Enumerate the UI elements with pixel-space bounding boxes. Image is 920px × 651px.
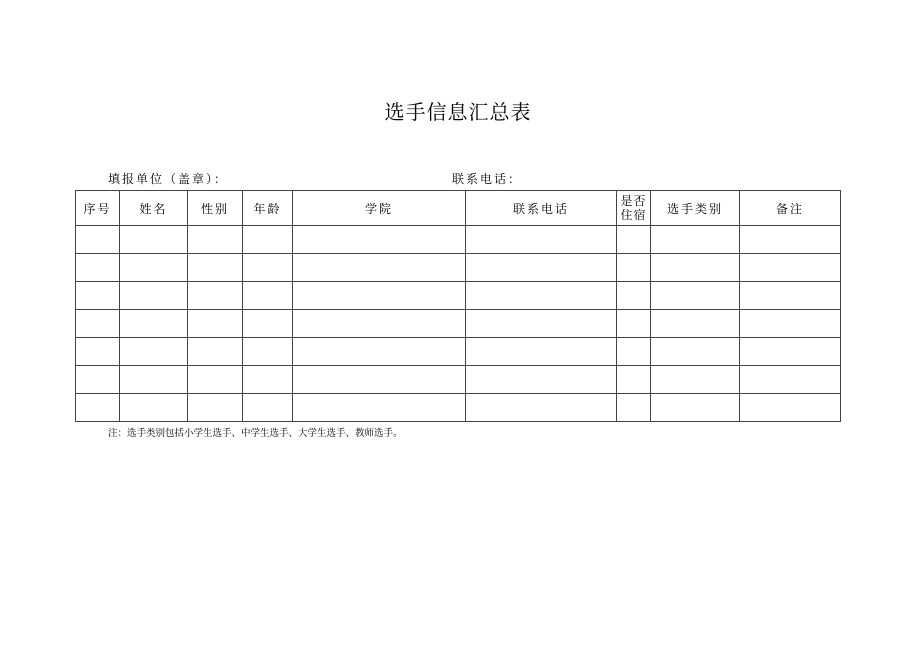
cell-age[interactable] xyxy=(243,394,293,422)
cell-category[interactable] xyxy=(651,226,740,254)
cell-gender[interactable] xyxy=(188,366,243,394)
cell-gender[interactable] xyxy=(188,310,243,338)
cell-gender[interactable] xyxy=(188,338,243,366)
header-phone: 联系电话 xyxy=(466,191,617,226)
cell-phone[interactable] xyxy=(466,282,617,310)
cell-name[interactable] xyxy=(120,366,188,394)
cell-age[interactable] xyxy=(243,226,293,254)
header-lodging xyxy=(617,191,651,226)
header-lodging-line-2: 住宿 xyxy=(620,208,647,222)
cell-college[interactable] xyxy=(293,310,466,338)
header-index: 序号 xyxy=(76,191,120,226)
cell-phone[interactable] xyxy=(466,394,617,422)
cell-index[interactable] xyxy=(76,394,120,422)
cell-index[interactable] xyxy=(76,282,120,310)
table-row xyxy=(76,226,841,254)
cell-college[interactable] xyxy=(293,254,466,282)
cell-phone[interactable] xyxy=(466,366,617,394)
cell-gender[interactable] xyxy=(188,282,243,310)
table-row xyxy=(76,310,841,338)
cell-phone[interactable] xyxy=(466,226,617,254)
cell-index[interactable] xyxy=(76,338,120,366)
cell-category[interactable] xyxy=(651,366,740,394)
cell-age[interactable] xyxy=(243,282,293,310)
cell-age[interactable] xyxy=(243,338,293,366)
cell-category[interactable] xyxy=(651,310,740,338)
cell-name[interactable] xyxy=(120,282,188,310)
cell-remarks[interactable] xyxy=(740,338,841,366)
cell-age[interactable] xyxy=(243,366,293,394)
cell-name[interactable] xyxy=(120,254,188,282)
header-remarks: 备注 xyxy=(740,191,841,226)
cell-phone[interactable] xyxy=(466,254,617,282)
cell-category[interactable] xyxy=(651,338,740,366)
table-row xyxy=(76,366,841,394)
cell-remarks[interactable] xyxy=(740,282,841,310)
cell-age[interactable] xyxy=(243,310,293,338)
cell-category[interactable] xyxy=(651,254,740,282)
cell-remarks[interactable] xyxy=(740,366,841,394)
cell-name[interactable] xyxy=(120,394,188,422)
cell-college[interactable] xyxy=(293,338,466,366)
cell-remarks[interactable] xyxy=(740,394,841,422)
cell-lodging[interactable] xyxy=(617,254,651,282)
header-gender: 性别 xyxy=(188,191,243,226)
table-row xyxy=(76,254,841,282)
footnote: 注：选手类别包括小学生选手、中学生选手、大学生选手、教师选手。 xyxy=(108,428,403,439)
cell-category[interactable] xyxy=(651,394,740,422)
table-row xyxy=(76,394,841,422)
table-header-row xyxy=(76,191,841,226)
header-category: 选手类别 xyxy=(651,191,740,226)
header-age: 年龄 xyxy=(243,191,293,226)
cell-remarks[interactable] xyxy=(740,310,841,338)
cell-index[interactable] xyxy=(76,226,120,254)
cell-remarks[interactable] xyxy=(740,254,841,282)
cell-gender[interactable] xyxy=(188,226,243,254)
cell-college[interactable] xyxy=(293,282,466,310)
header-name: 姓名 xyxy=(120,191,188,226)
unit-label: 填报单位（盖章）： xyxy=(108,172,229,186)
cell-gender[interactable] xyxy=(188,254,243,282)
cell-phone[interactable] xyxy=(466,310,617,338)
cell-lodging[interactable] xyxy=(617,338,651,366)
cell-name[interactable] xyxy=(120,338,188,366)
cell-lodging[interactable] xyxy=(617,282,651,310)
cell-index[interactable] xyxy=(76,366,120,394)
cell-name[interactable] xyxy=(120,226,188,254)
phone-label: 联系电话： xyxy=(452,172,523,186)
header-college: 学院 xyxy=(293,191,466,226)
document-title: 选手信息汇总表 xyxy=(384,100,532,124)
cell-name[interactable] xyxy=(120,310,188,338)
table-row xyxy=(76,282,841,310)
cell-index[interactable] xyxy=(76,254,120,282)
cell-age[interactable] xyxy=(243,254,293,282)
cell-college[interactable] xyxy=(293,366,466,394)
cell-category[interactable] xyxy=(651,282,740,310)
cell-lodging[interactable] xyxy=(617,226,651,254)
cell-lodging[interactable] xyxy=(617,394,651,422)
cell-college[interactable] xyxy=(293,226,466,254)
contestant-table xyxy=(75,190,841,422)
cell-index[interactable] xyxy=(76,310,120,338)
cell-gender[interactable] xyxy=(188,394,243,422)
table-row xyxy=(76,338,841,366)
cell-lodging[interactable] xyxy=(617,366,651,394)
header-lodging-line-1: 是否 xyxy=(620,194,647,208)
cell-college[interactable] xyxy=(293,394,466,422)
cell-remarks[interactable] xyxy=(740,226,841,254)
cell-phone[interactable] xyxy=(466,338,617,366)
cell-lodging[interactable] xyxy=(617,310,651,338)
